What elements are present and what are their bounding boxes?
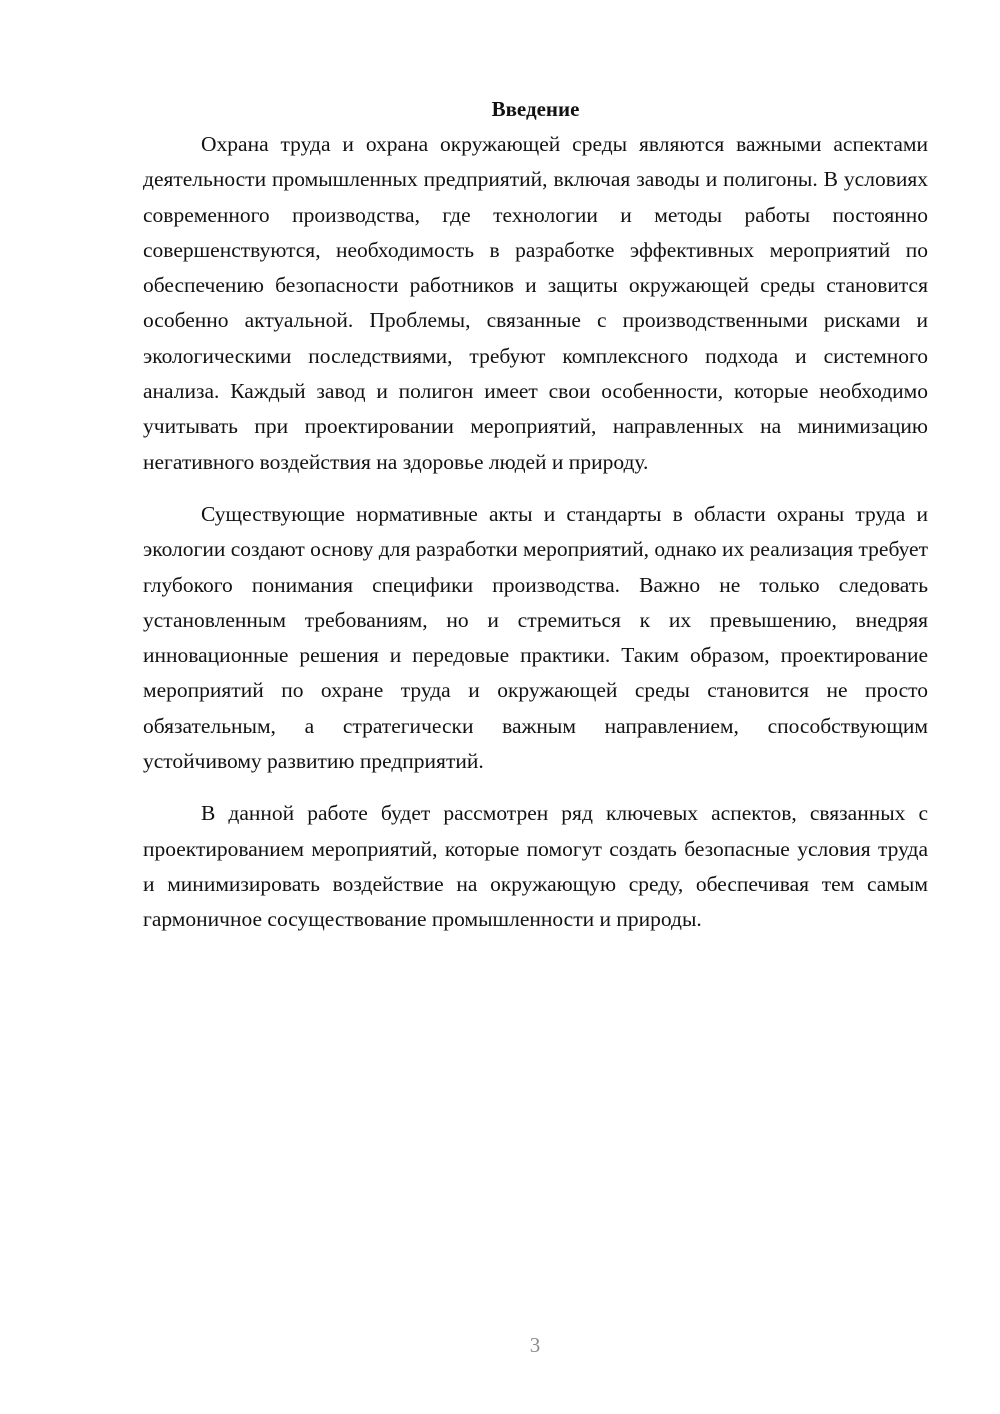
page-number: 3 <box>529 1333 541 1357</box>
paragraph-regulations: Существующие нормативные акты и стандарты в области охраны труда и экологии создают основу для разработки мероприятий, однако их реализация требует глубокого понимания специфики производства. Важно не только следовать установленным требованиям, но и стремиться к их превышению, внедряя инновационные решения и передовые практики. Таким образом, проектирование мероприятий по охране труда и окружающей среды становится не просто обязательным, а стратегически важным направлением, способствующим устойчивому развитию предприятий. <box>143 501 928 774</box>
section-heading: Введение <box>491 97 580 121</box>
paragraph-intro: Охрана труда и охрана окружающей среды являются важными аспектами деятельности промышленных предприятий, включая заводы и полигоны. В условиях современного производства, где технологии и методы работы постоянно совершенствуются, необходимость в разработке эффективных мероприятий по обеспечению безопасности работников и защиты окружающей среды становится особенно актуальной. Проблемы, связанные с производственными рисками и экологическими последствиями, требуют комплексного подхода и системного анализа. Каждый завод и полигон имеет свои особенности, которые необходимо учитывать при проектировании мероприятий, направленных на минимизацию негативного воздействия на здоровье людей и природу. <box>143 132 928 474</box>
page-content <box>143 92 928 938</box>
paragraph-scope: В данной работе будет рассмотрен ряд ключевых аспектов, связанных с проектированием мероприятий, которые помогут создать безопасные условия труда и минимизировать воздействие на окружающую среду, обеспечивая тем самым гармоничное сосуществование промышленности и природы. <box>143 801 928 932</box>
